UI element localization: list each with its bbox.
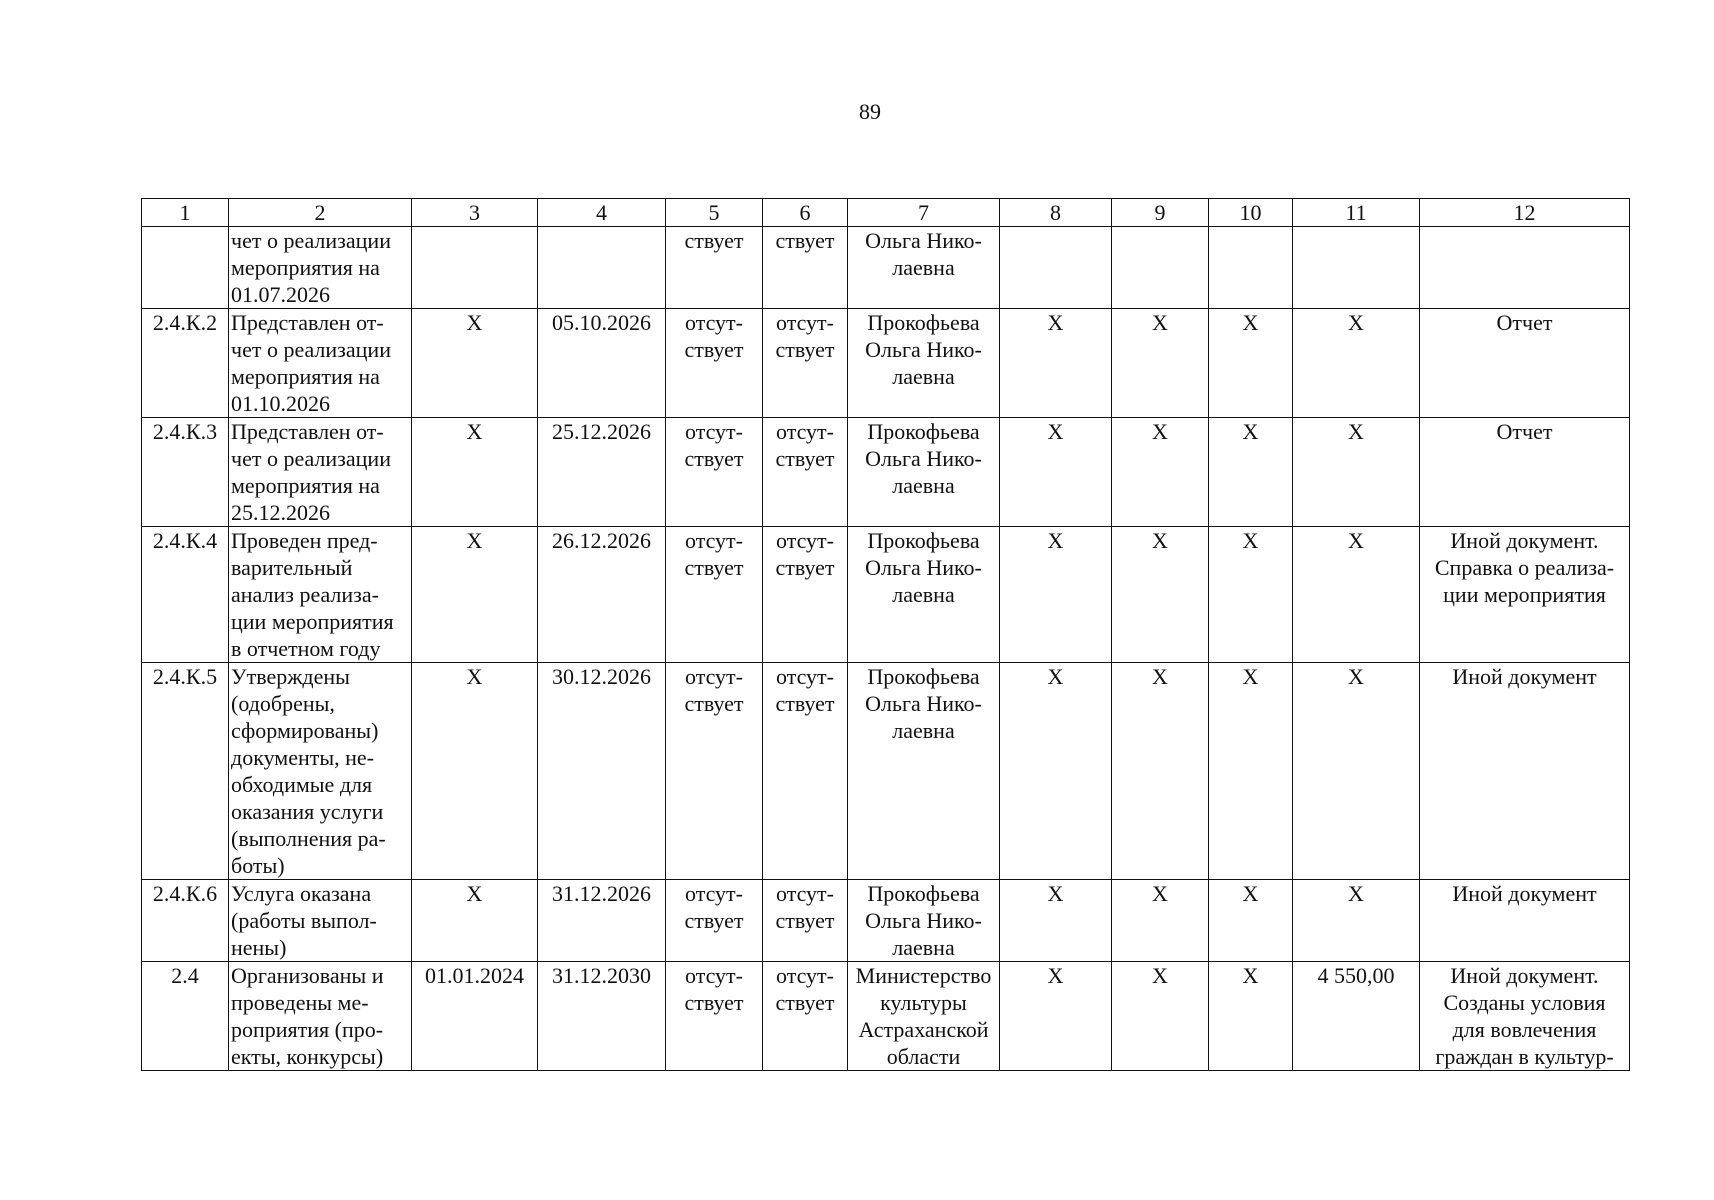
row-result-cell <box>229 227 412 309</box>
row-column-8-cell <box>1000 309 1112 418</box>
column-header-3: 3 <box>412 199 538 227</box>
row-start-date-cell <box>412 227 538 309</box>
row-code-cell <box>142 962 229 1071</box>
row-responsible-cell-text: Министерство культуры Астраханской области <box>855 963 992 1069</box>
row-column-11-cell-text: X <box>1348 528 1364 553</box>
row-column-6-cell <box>763 418 848 527</box>
row-column-5-cell-text: отсут- ствует <box>684 310 744 362</box>
row-start-date-cell-text: X <box>466 881 483 906</box>
column-header-9: 9 <box>1112 199 1209 227</box>
row-result-cell-text: Представлен от- чет о реализации мероприятия на 01.10.2026 <box>231 310 391 416</box>
row-responsible-cell <box>848 309 1000 418</box>
row-column-5-cell <box>666 527 763 663</box>
row-start-date-cell-text: X <box>466 528 483 553</box>
row-responsible-cell-text: Прокофьева Ольга Нико- лаевна <box>865 419 982 498</box>
row-result-cell-text: Утверждены (одобрены, сформированы) документы, не- обходимые для оказания услуги (выполнения ра- боты) <box>231 664 386 878</box>
row-result-cell-text: Услуга оказана (работы выпол- нены) <box>231 881 377 960</box>
row-column-10-cell-text: X <box>1242 528 1259 553</box>
row-column-11-cell <box>1293 418 1420 527</box>
table-row <box>142 227 1630 309</box>
row-column-11-cell <box>1293 962 1420 1071</box>
row-column-5-cell-text: отсут- ствует <box>684 419 744 471</box>
row-column-10-cell <box>1209 227 1293 309</box>
row-result-cell-text: чет о реализации мероприятия на 01.07.2026 <box>231 228 391 307</box>
row-document-cell-text: Отчет <box>1496 419 1553 444</box>
row-responsible-cell-text: Прокофьева Ольга Нико- лаевна <box>865 881 982 960</box>
plan-table <box>141 198 1630 1071</box>
row-end-date-cell-text: 31.12.2026 <box>552 881 651 906</box>
row-result-cell <box>229 418 412 527</box>
row-column-8-cell <box>1000 962 1112 1071</box>
row-column-11-cell <box>1293 880 1420 962</box>
row-column-8-cell <box>1000 880 1112 962</box>
row-column-5-cell-text: ствует <box>684 228 744 253</box>
row-column-8-cell-text: X <box>1047 664 1064 689</box>
row-end-date-cell <box>538 663 666 880</box>
row-code-cell <box>142 663 229 880</box>
column-header-5: 5 <box>666 199 763 227</box>
row-start-date-cell <box>412 663 538 880</box>
row-code-cell <box>142 309 229 418</box>
row-column-6-cell-text: ствует <box>775 228 835 253</box>
row-document-cell-text: Иной документ <box>1452 881 1597 906</box>
table-row <box>142 309 1630 418</box>
row-column-9-cell <box>1112 962 1209 1071</box>
row-document-cell <box>1420 527 1630 663</box>
row-start-date-cell-text: X <box>466 664 483 689</box>
row-code-cell <box>142 880 229 962</box>
row-responsible-cell-text: Прокофьева Ольга Нико- лаевна <box>865 664 982 743</box>
row-column-5-cell-text: отсут- ствует <box>684 963 744 1015</box>
row-column-11-cell-text: X <box>1348 881 1364 906</box>
row-column-10-cell-text: X <box>1242 963 1259 988</box>
row-code-cell-text: 2.4 <box>171 963 199 988</box>
row-end-date-cell <box>538 527 666 663</box>
row-column-10-cell <box>1209 962 1293 1071</box>
column-header-11: 11 <box>1293 199 1420 227</box>
row-code-cell-text: 2.4.К.2 <box>152 310 218 335</box>
row-document-cell <box>1420 880 1630 962</box>
table-row <box>142 880 1630 962</box>
row-result-cell-text: Представлен от- чет о реализации мероприятия на 25.12.2026 <box>231 419 391 525</box>
column-header-10: 10 <box>1209 199 1293 227</box>
row-end-date-cell <box>538 227 666 309</box>
row-column-5-cell <box>666 227 763 309</box>
row-column-5-cell <box>666 962 763 1071</box>
row-column-10-cell <box>1209 880 1293 962</box>
row-column-9-cell-text: X <box>1152 419 1168 444</box>
row-document-cell-text: Иной документ. Справка о реализа- ции мероприятия <box>1434 528 1615 607</box>
column-header-1: 1 <box>142 199 229 227</box>
row-column-5-cell <box>666 663 763 880</box>
row-column-5-cell <box>666 880 763 962</box>
row-responsible-cell <box>848 962 1000 1071</box>
row-result-cell <box>229 663 412 880</box>
header-row <box>142 199 1630 227</box>
row-column-11-cell-text: X <box>1348 419 1364 444</box>
row-column-11-cell <box>1293 663 1420 880</box>
row-result-cell <box>229 962 412 1071</box>
row-result-cell-text: Проведен пред- варительный анализ реализа- ции мероприятия в отчетном году <box>231 528 394 661</box>
row-column-6-cell-text: отсут- ствует <box>775 310 835 362</box>
row-column-6-cell <box>763 309 848 418</box>
row-document-cell <box>1420 962 1630 1071</box>
row-end-date-cell <box>538 880 666 962</box>
row-column-8-cell-text: X <box>1047 881 1064 906</box>
row-column-6-cell-text: отсут- ствует <box>775 419 835 471</box>
row-responsible-cell-text: Прокофьева Ольга Нико- лаевна <box>865 310 982 389</box>
row-responsible-cell <box>848 880 1000 962</box>
row-column-9-cell <box>1112 527 1209 663</box>
row-column-10-cell-text: X <box>1242 419 1259 444</box>
table-row <box>142 418 1630 527</box>
row-column-6-cell <box>763 227 848 309</box>
table-row <box>142 527 1630 663</box>
row-responsible-cell <box>848 663 1000 880</box>
row-column-5-cell <box>666 418 763 527</box>
row-column-9-cell-text: X <box>1152 310 1168 335</box>
row-end-date-cell-text: 05.10.2026 <box>552 310 651 335</box>
row-column-10-cell-text: X <box>1242 664 1259 689</box>
row-column-10-cell <box>1209 418 1293 527</box>
row-column-11-cell <box>1293 227 1420 309</box>
row-code-cell <box>142 527 229 663</box>
row-result-cell-text: Организованы и проведены ме- роприятия (про- екты, конкурсы) <box>231 963 384 1069</box>
row-column-6-cell <box>763 962 848 1071</box>
row-start-date-cell-text: X <box>466 419 483 444</box>
row-document-cell-text: Иной документ. Созданы условия для вовлечения граждан в культур- <box>1435 963 1614 1069</box>
row-column-9-cell-text: X <box>1152 664 1168 689</box>
row-column-10-cell-text: X <box>1242 310 1259 335</box>
row-code-cell-text: 2.4.К.4 <box>152 528 218 553</box>
row-column-9-cell-text: X <box>1152 963 1168 988</box>
row-code-cell-text: 2.4.К.6 <box>152 881 218 906</box>
row-column-11-cell-text: 4 550,00 <box>1317 963 1395 988</box>
row-end-date-cell-text: 31.12.2030 <box>552 963 651 988</box>
row-code-cell-text: 2.4.К.5 <box>152 664 218 689</box>
column-header-8: 8 <box>1000 199 1112 227</box>
row-end-date-cell <box>538 309 666 418</box>
row-responsible-cell <box>848 418 1000 527</box>
row-end-date-cell <box>538 418 666 527</box>
row-document-cell <box>1420 309 1630 418</box>
row-column-9-cell <box>1112 227 1209 309</box>
row-responsible-cell-text: Ольга Нико- лаевна <box>865 228 982 280</box>
row-column-11-cell <box>1293 527 1420 663</box>
row-column-9-cell <box>1112 880 1209 962</box>
row-result-cell <box>229 309 412 418</box>
row-document-cell <box>1420 227 1630 309</box>
row-document-cell-text: Иной документ <box>1452 664 1597 689</box>
row-column-11-cell-text: X <box>1348 310 1364 335</box>
row-document-cell-text: Отчет <box>1496 310 1553 335</box>
row-column-10-cell <box>1209 309 1293 418</box>
column-header-2: 2 <box>229 199 412 227</box>
row-start-date-cell <box>412 418 538 527</box>
row-column-11-cell <box>1293 309 1420 418</box>
row-column-10-cell <box>1209 663 1293 880</box>
row-column-6-cell-text: отсут- ствует <box>775 963 835 1015</box>
row-column-9-cell-text: X <box>1152 881 1168 906</box>
column-header-6: 6 <box>763 199 848 227</box>
row-column-5-cell-text: отсут- ствует <box>684 528 744 580</box>
row-column-6-cell-text: отсут- ствует <box>775 664 835 716</box>
row-start-date-cell <box>412 962 538 1071</box>
row-column-6-cell-text: отсут- ствует <box>775 881 835 933</box>
row-column-9-cell <box>1112 418 1209 527</box>
row-document-cell <box>1420 418 1630 527</box>
row-result-cell <box>229 527 412 663</box>
row-column-9-cell-text: X <box>1152 528 1168 553</box>
row-column-9-cell <box>1112 663 1209 880</box>
row-column-6-cell <box>763 663 848 880</box>
table-row <box>142 663 1630 880</box>
row-column-5-cell-text: отсут- ствует <box>684 881 744 933</box>
row-column-9-cell <box>1112 309 1209 418</box>
row-end-date-cell-text: 30.12.2026 <box>552 664 651 689</box>
row-start-date-cell-text: 01.01.2024 <box>425 963 524 988</box>
row-responsible-cell <box>848 227 1000 309</box>
row-column-8-cell-text: X <box>1047 528 1064 553</box>
column-header-12: 12 <box>1420 199 1630 227</box>
row-column-10-cell-text: X <box>1242 881 1259 906</box>
row-document-cell <box>1420 663 1630 880</box>
row-start-date-cell <box>412 309 538 418</box>
row-column-6-cell-text: отсут- ствует <box>775 528 835 580</box>
row-start-date-cell <box>412 880 538 962</box>
row-column-5-cell <box>666 309 763 418</box>
row-code-cell <box>142 227 229 309</box>
row-column-8-cell-text: X <box>1047 310 1064 335</box>
row-code-cell-text: 2.4.К.3 <box>152 419 218 444</box>
row-column-5-cell-text: отсут- ствует <box>684 664 744 716</box>
row-start-date-cell-text: X <box>466 310 483 335</box>
page-number: 89 <box>859 99 881 124</box>
row-column-8-cell <box>1000 418 1112 527</box>
row-column-8-cell-text: X <box>1047 419 1064 444</box>
row-responsible-cell-text: Прокофьева Ольга Нико- лаевна <box>865 528 982 607</box>
row-responsible-cell <box>848 527 1000 663</box>
row-code-cell <box>142 418 229 527</box>
row-column-8-cell-text: X <box>1047 963 1064 988</box>
row-column-6-cell <box>763 880 848 962</box>
table-row <box>142 962 1630 1071</box>
row-column-11-cell-text: X <box>1348 664 1364 689</box>
column-header-4: 4 <box>538 199 666 227</box>
row-end-date-cell <box>538 962 666 1071</box>
row-column-8-cell <box>1000 527 1112 663</box>
row-column-6-cell <box>763 527 848 663</box>
row-end-date-cell-text: 26.12.2026 <box>552 528 651 553</box>
row-result-cell <box>229 880 412 962</box>
row-column-8-cell <box>1000 227 1112 309</box>
row-column-10-cell <box>1209 527 1293 663</box>
row-start-date-cell <box>412 527 538 663</box>
row-end-date-cell-text: 25.12.2026 <box>552 419 651 444</box>
column-header-7: 7 <box>848 199 1000 227</box>
row-column-8-cell <box>1000 663 1112 880</box>
